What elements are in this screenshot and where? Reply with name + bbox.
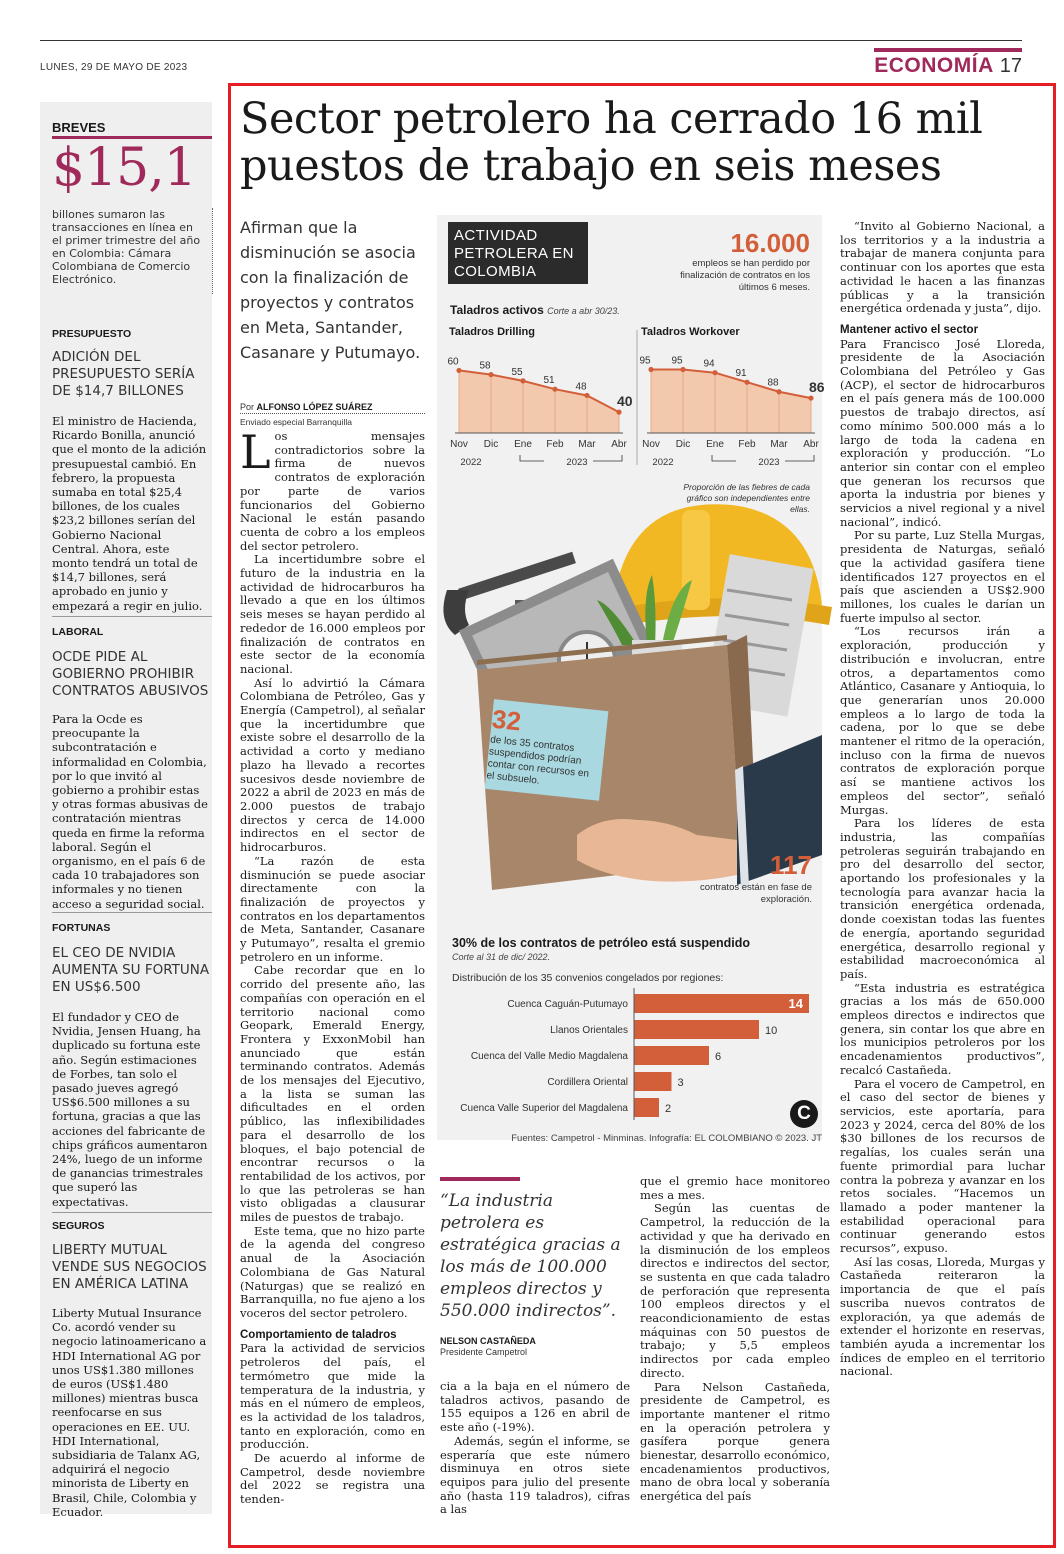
quote-rule [440, 1177, 520, 1181]
brief-body: El ministro de Hacienda, Ricardo Bonilla, anunció que el monto de la adición presupuestal cambió. En febrero, la propuesta sumaba en total $25,4 billones, de los cuales $23,2 billones serían del Gobierno Nacional Central. Ahora, este monto tendrá un total de $14,7 billones, será aprobado en junio y empezará a regir en julio. [52, 414, 207, 613]
paragraph: cia a la baja en el número de taladros activos, pasando de 155 equipos a 126 en abril de este año (-19%). [440, 1379, 630, 1435]
chart-tick-label: Abr [803, 439, 819, 450]
chart-point [744, 380, 749, 385]
quote-author: NELSON CASTAÑEDA [440, 1336, 536, 1346]
paragraph: Para la actividad de servicios petroleros del país, el termómetro que mide la temperatura de la industria, y más en el número de empleos, es la actividad de los taladros, tanto en exploración, como en producción. [240, 1341, 425, 1452]
chart-point [584, 393, 589, 398]
pull-quote: “La industria petrolera es estratégica gracias a los más de 100.000 empleos directos y 550.000 indirectos”. [440, 1191, 621, 1321]
brief-category: FORTUNAS [52, 922, 111, 934]
sticky-text: de los 35 contratos suspendidos podrían contar con recursos en el subsuelo. [485, 734, 590, 787]
article-headline: Sector petrolero ha cerrado 16 mil puestos de trabajo en seis meses [240, 94, 983, 191]
chart-data-label: 40 [617, 393, 633, 410]
chart-data-label: 95 [671, 355, 683, 367]
chart-data-label: 48 [575, 381, 587, 393]
breves-big-figure: $15,1 [52, 138, 196, 198]
byline-author: ALFONSO LÓPEZ SUÁREZ [256, 402, 373, 412]
stat-117-text: contratos están en fase de exploración. [700, 882, 812, 905]
chart-data-label: 60 [447, 356, 459, 368]
subheading: Mantener activo el sector [840, 323, 979, 336]
page-number: 17 [999, 54, 1022, 77]
bar [634, 1020, 759, 1039]
paragraph: Además, según el informe, se esperaría que este número disminuya en otros siete equipos para julio del presente año (hasta 119 taladros), cifras a las [440, 1433, 630, 1517]
paragraph: Así las cosas, Lloreda, Murgas y Castañeda reiteraron la importancia de que el país suscriba nuevos contratos de exploración, ya que además de extender el horizonte en reservas, también ayuda a incrementar los índices de empleo en el territorio nacional. [840, 1254, 1045, 1379]
chart-tick-label: Feb [738, 439, 756, 450]
byline-prefix: Por [240, 402, 255, 412]
bar-category-label: Cuenca Valle Superior del Magdalena [460, 1103, 628, 1114]
article-column-2 [440, 1380, 630, 1517]
chart-data-label: 86 [809, 379, 825, 396]
chart-data-label: 94 [703, 358, 715, 370]
chart-point [616, 410, 621, 415]
brief-headline: ADICIÓN DEL PRESUPUESTO SERÍA DE $14,7 BILLONES [52, 349, 195, 399]
chart-area [459, 370, 619, 433]
infographic-sources: Fuentes: Campetrol - Minminas. Infografía: EL COLOMBIANO © 2023. JT [511, 1133, 822, 1144]
chart-point [712, 370, 717, 375]
chart-tick-label: Nov [450, 439, 468, 450]
section-name: ECONOMÍA [874, 54, 994, 77]
subheading: Comportamiento de taladros [240, 1328, 397, 1341]
brief-body: El fundador y CEO de Nvidia, Jensen Huang, ha duplicado su fortuna este año. Según estimaciones de Forbes, tan solo el pasado jueves agregó US$6.500 millones a su fortuna, gracias a que las acciones del fabricante de chips gráficos aumentaron 24%, luego de un informe de ganancias trimestrales que superó las expectativas. [52, 1010, 208, 1209]
chart-tick-label: Ene [514, 439, 532, 450]
bar-value-label: 2 [665, 1103, 672, 1115]
paragraph: Según las cuentas de Campetrol, la reducción de la actividad y que ha derivado en la disminución de los empleos directos e indirectos del sector, se sustenta en que cada taladro de perforación que representa 100 empleos directos y el reacondicionamiento de estas máquinas con 50 puestos de trabajo; y 5,5 empleos indirectos por cada empleo directo. [640, 1201, 830, 1380]
chart-tick-label: Mar [578, 439, 596, 450]
chart-data-label: 91 [735, 368, 747, 380]
paragraph: Así lo advirtió la Cámara Colombiana de Petróleo, Gas y Energía (Campetrol), al señalar que la incertidumbre que existe sobre el desarrollo de la actividad a corto y mediano plazo ha llevado a recortes sucesivos desde noviembre de 2022 a abril de 2023 en más de 2.000 puestos de trabajo directos y cerca de 14.000 indirectos en el sector de hidrocarburos. [240, 675, 425, 855]
paragraph: Para los líderes de esta industria, las compañías petroleras seguirán trabajando en pro del desarrollo del sector, aportando los profesionales y la tecnología para avanzar hacia la transición energética ordenada, donde coexistan todas las fuentes de energía, aportando seguridad energética, desarrollo regional y estabilidad macroeconómica al país. [840, 816, 1045, 981]
chart-year-label: 2022 [460, 457, 482, 468]
brief-body: Para la Ocde es preocupante la subcontratación e informalidad en Colombia, por lo que invitó al gobierno a prohibir estas y otras formas abusivas de contratación mientras queda en firme la reforma laboral. Según el organismo, en el país 6 de cada 10 trabajadores son informales y no tienen acceso a seguridad social. [52, 712, 208, 911]
brief-category: SEGUROS [52, 1220, 105, 1232]
rigs-title-text: Taladros activos [450, 303, 544, 317]
stat-16000-text: empleos se han perdido por finalización de contratos en los últimos 6 meses. [680, 258, 810, 293]
paragraph: os mensajes contradictorios sobre la firma de nuevos contratos de exploración por parte de varios funcionarios del Gobierno Nacional le están pasando cuenta de cobro a los empleos del sector petrolero. [240, 429, 425, 553]
chart-point [648, 367, 653, 372]
article-deck: Afirman que la disminución se asocia con la finalización de proyectos y contratos en Meta, Santander, Casanare y Putumayo. [240, 218, 421, 362]
chart-year-label: 2023 [566, 457, 588, 468]
paragraph: De acuerdo al informe de Campetrol, desde noviembre del 2022 se registra una tenden- [240, 1451, 425, 1507]
paragraph: Cabe recordar que en lo corrido del presente año, las compañías con operación en el territorio nacional como Geopark, Emerald Energy, Frontera y ExxonMobil han anunciado que están terminando contratos. Además de los mensajes del Ejecutivo, a la lista se suman las dificultades en el orden público, las inflexibilidades para el desarrollo de los bloques, el bajo potencial de encontrar recursos o la rentabilidad de los activos, por lo que las petroleras se han visto obligadas a clausurar miles de puestos de trabajo. [240, 963, 425, 1225]
sticky-number: 32 [490, 703, 523, 737]
stat-117: 117 [770, 850, 812, 880]
breves-figure-text: billones sumaron las transacciones en línea en el primer trimestre del año en Colombia: Cámara Colombiana de Comercio Electrónico. [52, 208, 201, 286]
brief-separator [52, 616, 212, 617]
contracts-bar-chart [437, 988, 822, 1123]
brief-separator [52, 1212, 212, 1213]
article-column-3 [640, 1175, 830, 1504]
chart-point [520, 378, 525, 383]
byline-rule [240, 413, 425, 414]
chart-year-label: 2023 [758, 457, 780, 468]
paragraph: Para Francisco José Lloreda, presidente de la Asociación Colombiana del Petróleo y Gas (ACP), el sector de hidrocarburos en el país genera más de 100.000 puestos de trabajo directos, así como mínimo 500.000 más a lo largo de toda la cadena en exploración y producción. “Lo anterior sin contar con el empleo que generan los recursos que aporta la industria por bienes y servicios a nivel regional y a nivel nacional”, indicó. [840, 336, 1045, 529]
chart-tick-label: Mar [770, 439, 788, 450]
el-colombiano-logo: C [790, 1100, 818, 1128]
bar-category-label: Cuenca del Valle Medio Magdalena [470, 1051, 628, 1062]
paragraph: La incertidumbre sobre el futuro de la industria en la actividad de hidrocarburos ha llevado a que en los últimos seis meses se hayan perdido al rededor de 16.000 empleos por finalización de contratos en este sector de la economía nacional. [240, 552, 425, 676]
article-column-4 [840, 220, 1045, 1379]
contracts-note: Corte al 31 de dic/ 2022. [452, 952, 551, 962]
bar-value-label: 14 [788, 996, 803, 1011]
rigs-note: Corte a abr 30/23. [547, 306, 620, 316]
bar [634, 1046, 709, 1065]
chart-data-label: 55 [511, 366, 523, 378]
paragraph: “Invito al Gobierno Nacional, a los territorios y a la industria a trabajar de manera conjunta para continuar con los aportes que esta actividad le hacen a las finanzas públicas y a la transición energética ordenada y justa”, dijo. [840, 219, 1045, 316]
chart-tick-label: Dic [483, 439, 499, 450]
chart-title: Taladros Workover [641, 326, 740, 338]
brief-category: LABORAL [52, 626, 104, 638]
chart-data-label: 58 [479, 360, 491, 372]
bar-value-label: 6 [715, 1051, 722, 1063]
chart-tick-label: Ene [706, 439, 724, 450]
brief-headline: OCDE PIDE AL GOBIERNO PROHIBIR CONTRATOS ABUSIVOS [52, 649, 209, 699]
chart-point [456, 368, 461, 373]
brief-headline: LIBERTY MUTUAL VENDE SUS NEGOCIOS EN AMÉRICA LATINA [52, 1242, 207, 1292]
paragraph: “Los recursos irán a exploración, producción y distribución e involucran, entre otros, a departamentos como Atlántico, Casanare y Antioquia, lo que generarían unos 20.000 empleos a lo largo de toda la cadena, por lo que se debe mantener el ritmo de la operación, incluso con la firma de nuevos contratos de exploración porque así se mantiene activos los empleos del sector”, señaló Murgas. [840, 624, 1045, 817]
chart-point [776, 389, 781, 394]
paragraph: “La razón de esta disminución se puede asociar directamente con la finalización de proyectos y contratos en los departamentos de Meta, Santander, Casanare y Putumayo”, resalta el gremio petrolero en un informe. [240, 853, 425, 964]
bar [634, 994, 809, 1013]
bar-value-label: 10 [765, 1025, 778, 1037]
chart-tick-label: Feb [546, 439, 564, 450]
chart-area [651, 370, 811, 433]
contracts-subtitle: Distribución de los 35 convenios congelados por regiones: [452, 972, 724, 984]
bar [634, 1098, 659, 1117]
chart-point [552, 387, 557, 392]
paragraph: Por su parte, Luz Stella Murgas, presidenta de Naturgas, señaló que la actividad gasífera tiene identificados 127 proyectos en el país que ascienden a US$2.900 millones, los cuales le darían un fuerte impulso al sector. [840, 528, 1045, 625]
quote-author-role: Presidente Campetrol [440, 1347, 528, 1357]
chart-title: Taladros Drilling [449, 326, 535, 338]
byline-role: Enviado especial Barranquilla [240, 417, 352, 427]
breves-label: BREVES [52, 120, 106, 135]
paragraph: Para el vocero de Campetrol, en el caso del sector de bienes y servicios, este aportaría, para 2023 y 2024, cerca del 80% de los $30 billones de los recursos de regalías, los cuales serán una fuente primordial para luchar contra la pobreza y avanzar en los retos sociales. “Hacemos un llamado a poder mantener la estabilidad operacional para continuar generando estos recursos”, expuso. [840, 1076, 1045, 1256]
chart-point [808, 395, 813, 400]
byline [240, 402, 425, 412]
paragraph: “Esta industria es estratégica gracias a los más de 650.000 empleos directos e indirectos que genera, sin contar los que abre en los municipios petroleros por los encadenamientos productivos”, recalcó Castañeda. [840, 980, 1045, 1077]
bar [634, 1072, 672, 1091]
bar-category-label: Cuenca Caguán-Putumayo [507, 999, 628, 1010]
chart-tick-label: Dic [675, 439, 691, 450]
stat-16000: 16.000 [730, 228, 810, 258]
chart-year-label: 2022 [652, 457, 674, 468]
contracts-title: 30% de los contratos de petróleo está suspendido [452, 936, 750, 950]
oil-box-illustration [437, 440, 822, 920]
chart-data-label: 95 [639, 355, 651, 367]
chart-data-label: 51 [543, 375, 555, 387]
paragraph: Este tema, que no hizo parte de la agenda del congreso anual de la Asociación Colombiana de Gas Natural (Naturgas) que se realizó en Barranquilla, no fue ajeno a los voceros del sector petrolero. [240, 1223, 425, 1320]
bar-category-label: Llanos Orientales [550, 1025, 628, 1036]
bar-value-label: 3 [677, 1077, 684, 1089]
top-rule [40, 40, 1022, 41]
infographic-title: ACTIVIDAD PETROLERA EN COLOMBIA [448, 222, 588, 284]
brief-category: PRESUPUESTO [52, 328, 132, 340]
chart-tick-label: Nov [642, 439, 660, 450]
bar-category-label: Cordillera Oriental [547, 1077, 628, 1088]
article-column-1 [240, 425, 425, 1507]
paragraph: Para Nelson Castañeda, presidente de Campetrol, es importante mantener el ritmo en la operación petrolera y gasífera porque genera bienestar, desarrollo económico, encadenamientos productivos, mano de obra local y soberanía energética del país [640, 1379, 830, 1504]
breves-dotted-rule [212, 208, 213, 294]
brief-headline: EL CEO DE NVIDIA AUMENTA SU FORTUNA EN US$6.500 [52, 945, 210, 995]
chart-point [488, 372, 493, 377]
chart-tick-label: Abr [611, 439, 627, 450]
brief-body: Liberty Mutual Insurance Co. acordó vender su negocio latinoamericano a HDI International AG por unos US$1.380 millones de euros (US$1.480 millones) mientras busca reenfocarse en sus operaciones en EE. UU. HDI International, subsidiaria de Talanx AG, adquirirá el negocio minorista de Liberty en Brasil, Chile, Colombia y Ecuador. [52, 1306, 207, 1519]
paragraph: que el gremio hace monitoreo mes a mes. [640, 1174, 830, 1202]
chart-data-label: 88 [767, 377, 779, 389]
brief-separator [52, 912, 212, 913]
drop-cap: L [240, 425, 271, 479]
chart-point [680, 367, 685, 372]
section-header [874, 48, 1022, 80]
issue-date: LUNES, 29 DE MAYO DE 2023 [40, 62, 188, 73]
proportion-note: Proporción de las fiebres de cada gráfico son independientes entre ellas. [683, 482, 810, 514]
